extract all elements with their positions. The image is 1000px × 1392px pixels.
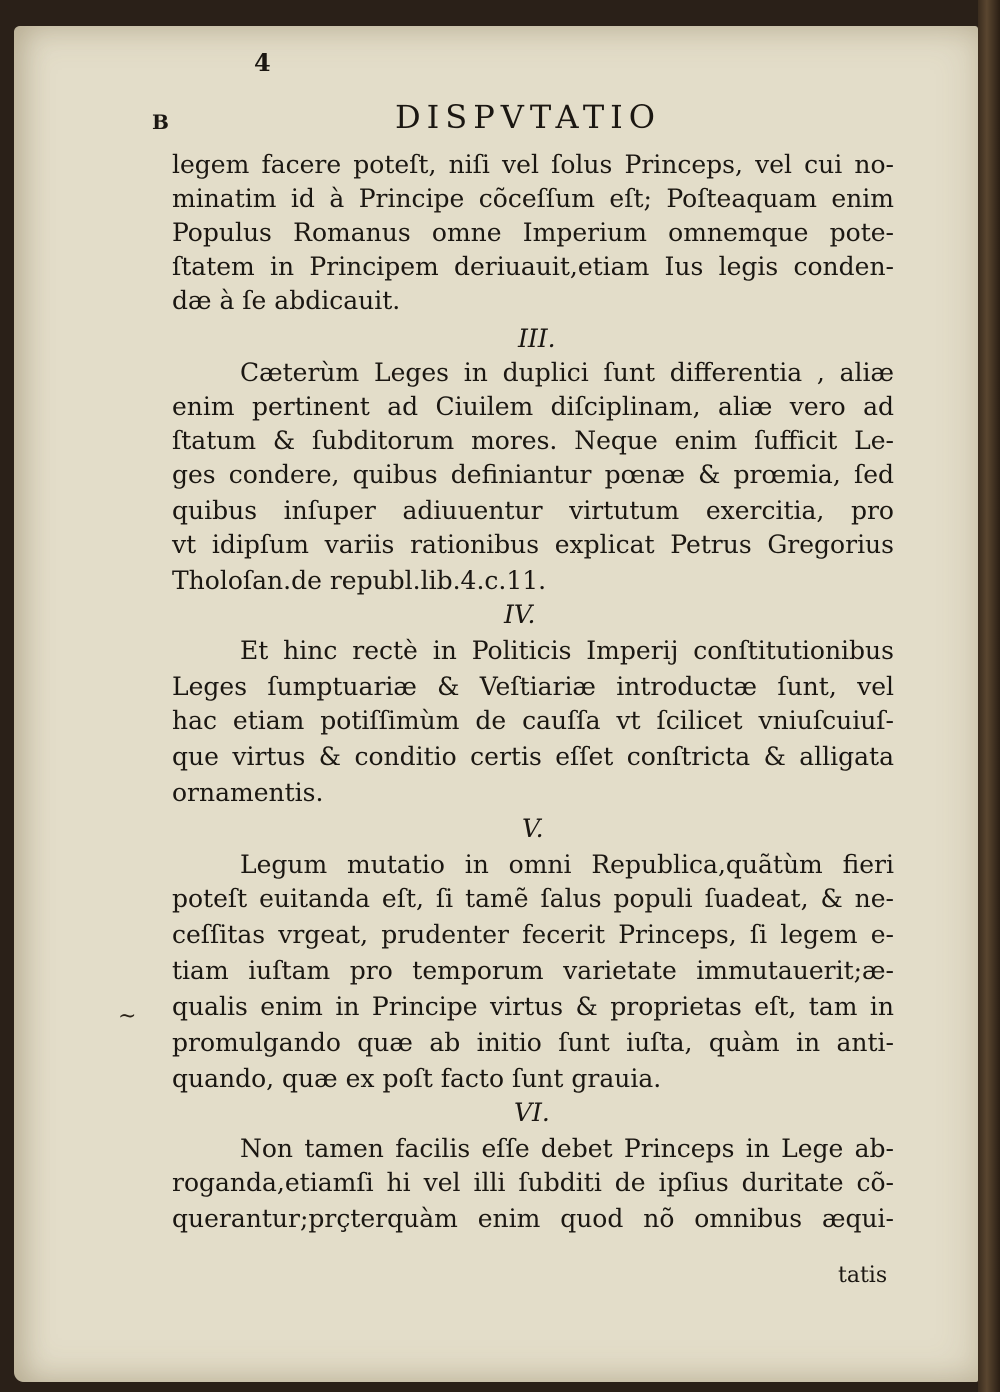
section-numeral: VI. [514,1098,550,1127]
text-line: ſtatem in Principem deriuauit,etiam Ius legis conden- [172,252,894,281]
text-line: Populus Romanus omne Imperium omnemque pote- [172,218,894,247]
text-line: Legum mutatio in omni Republica,quãtùm fieri [240,850,894,879]
text-line: Et hinc rectè in Politicis Imperij conſtitutionibus [240,636,894,665]
head-mark: B [152,110,169,134]
running-title: DISPVTATIO [395,98,662,136]
text-line: promulgando quæ ab initio ſunt iuſta, quàm in anti- [172,1028,894,1057]
text-line: tiam iuſtam pro temporum varietate immutauerit;æ- [172,956,894,985]
text-line: Non tamen facilis eſſe debet Princeps in Lege ab- [240,1134,894,1163]
text-line: poteſt euitanda eſt, ſi tamẽ ſalus populi ſuadeat, & ne- [172,884,894,913]
section-numeral: III. [518,324,556,353]
text-line: qualis enim in Principe virtus & proprietas eſt, tam in [172,992,894,1021]
catchword: tatis [838,1263,888,1288]
folio-number: 4 [254,48,271,77]
text-line: querantur;prçterquàm enim quod nõ omnibus æqui- [172,1204,894,1233]
binding-edge [978,0,1000,1392]
section-numeral: IV. [504,600,536,629]
text-line: roganda,etiamſi hi vel illi ſubditi de ipſius duritate cõ- [172,1168,894,1197]
text-line: quando, quæ ex poſt facto ſunt grauia. [172,1064,662,1093]
text-line: hac etiam potiſſimùm de cauſſa vt ſcilicet vniuſcuiuſ- [172,706,894,735]
text-line: vt idipſum variis rationibus explicat Petrus Gregorius [172,530,894,559]
margin-mark: ~ [118,1004,137,1029]
text-line: quibus inſuper adiuuentur virtutum exercitia, pro [172,496,894,525]
section-numeral: V. [522,814,544,843]
text-line: que virtus & conditio certis eſſet conſtricta & alligata [172,742,894,771]
text-line: Leges ſumptuariæ & Veſtiariæ introductæ ſunt, vel [172,672,894,701]
text-line: Cæterùm Leges in duplici ſunt differentia , aliæ [240,358,894,387]
text-line: ges condere, quibus definiantur pœnæ & prœmia, ſed [172,460,894,489]
text-line: ſtatum & ſubditorum mores. Neque enim ſufficit Le- [172,426,894,455]
text-line: dæ à ſe abdicauit. [172,286,401,315]
text-line: minatim id à Principe cõceſſum eſt; Poſteaquam enim [172,184,894,213]
text-line: ceſſitas vrgeat, prudenter fecerit Princeps, ſi legem e- [172,920,894,949]
text-line: legem facere poteſt, niſi vel ſolus Princeps, vel cui no- [172,150,894,179]
text-line: enim pertinent ad Ciuilem diſciplinam, aliæ vero ad [172,392,894,421]
text-line: Tholoſan.de republ.lib.4.c.11. [172,566,547,595]
text-line: ornamentis. [172,778,324,807]
